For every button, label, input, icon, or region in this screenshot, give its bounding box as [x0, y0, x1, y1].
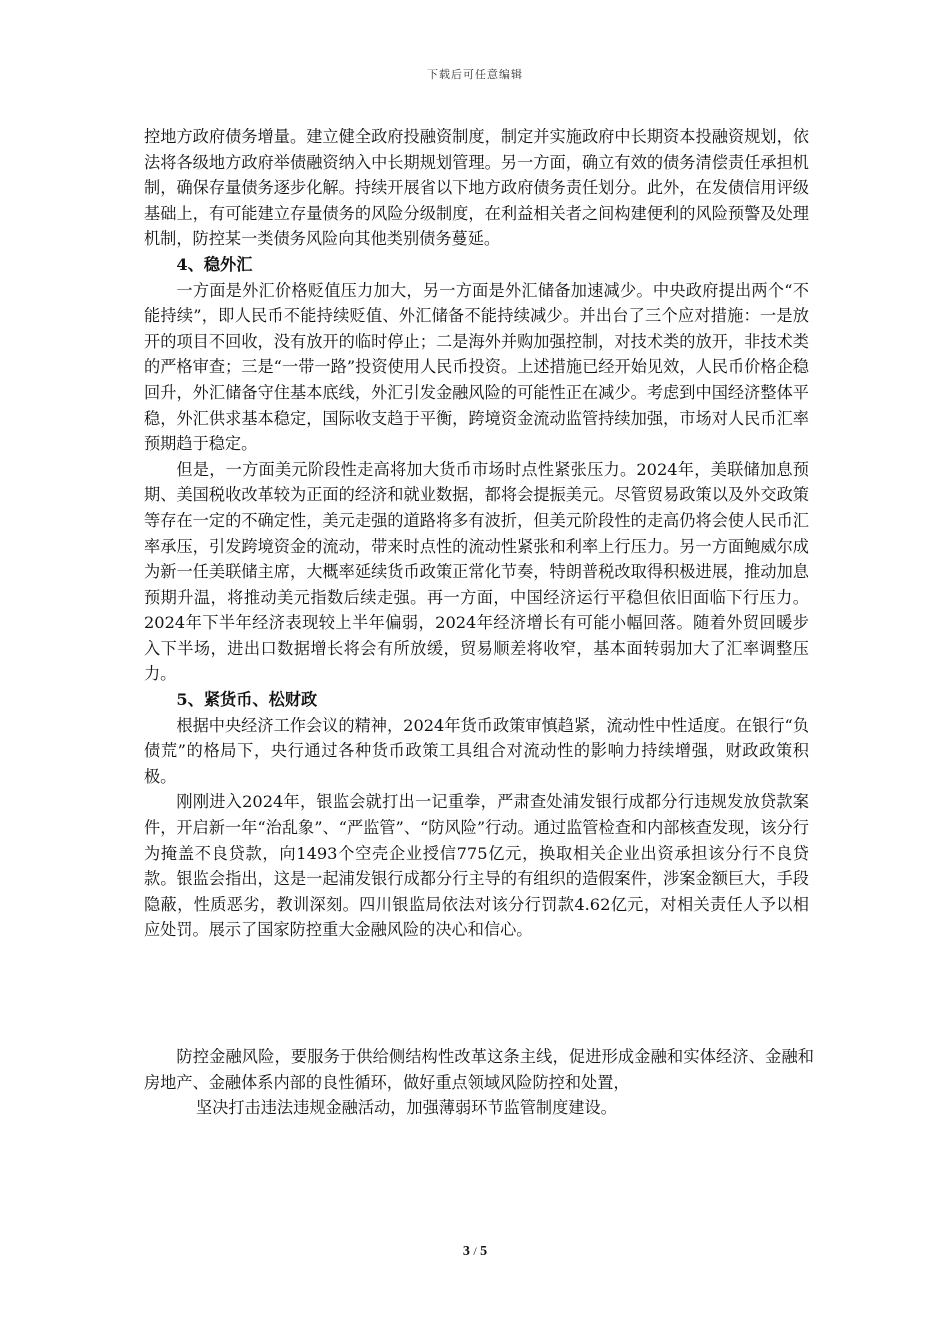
section-heading-stabilize-forex: 4、稳外汇: [176, 254, 253, 274]
document-body: [144, 124, 809, 943]
paragraph-bank-regulation-case: 刚刚进入2024年，银监会就打出一记重拳，严肃查处浦发银行成都分行违规发放贷款案件，开启新一年“治乱象”、“严监管”、“防风险”行动。通过监管检查和内部核查发现，该分行为掩盖不良贷款，向1493个空壳企业授信775亿元，换取相关企业出资承担该分行不良贷款。银监会指出，这是一起浦发银行成都分行主导的有组织的造假案件，涉案金额巨大，手段隐蔽，性质恶劣，教训深刻。四川银监局依法对该分行罚款4.62亿元，对相关责任人予以相应处罚。展示了国家防控重大金融风险的决心和信心。: [144, 792, 809, 940]
closing-last-line: 坚决打击违法违规金融活动，加强薄弱环节监管制度建设。: [196, 1098, 617, 1118]
paragraph-dollar-pressure: 但是，一方面美元阶段性走高将加大货币市场时点性紧张压力。2024年，美联储加息预期、美国税收改革较为正面的经济和就业数据，都将会提振美元。尽管贸易政策以及外交政策等存在一定的不确定性，美元走强的道路将多有波折，但美元阶段性的走高仍将会使人民币汇率承压，引发跨境资金的流动，带来时点性的流动性紧张和利率上行压力。另一方面鲍威尔成为新一任美联储主席，大概率延续货币政策正常化节奏，特朗普税改取得积极进展，推动加息预期升温，将推动美元指数后续走强。再一方面，中国经济运行平稳但依旧面临下行压力。2024年下半年经济表现较上半年偏弱，2024年经济增长有可能小幅回落。随着外贸回暖步入下半场，进出口数据增长将会有所放缓，贸易顺差将收窄，基本面转弱加大了汇率调整压力。: [144, 459, 809, 684]
page-separator: /: [473, 1244, 477, 1258]
paragraph-monetary-policy: 根据中央经济工作会议的精神，2024年货币政策审慎趋紧，流动性中性适度。在银行“负债荒”的格局下，央行通过各种货币政策工具组合对流动性的影响力持续增强，财政政策积极。: [144, 715, 809, 786]
page-number: [0, 1244, 950, 1260]
closing-main-text: 防控金融风险，要服务于供给侧结构性改革这条主线，促进形成金融和实体经济、金融和房地产、金融体系内部的良性循环，做好重点领域风险防控和处置，: [144, 1047, 814, 1092]
page-current: 3: [462, 1244, 470, 1259]
closing-paragraph: [144, 1044, 814, 1121]
paragraph-forex-measures: 一方面是外汇价格贬值压力加大，另一方面是外汇储备加速减少。中央政府提出两个“不能持续”，即人民币不能持续贬值、外汇储备不能持续减少。并出台了三个应对措施：一是放开的项目不回收，没有放开的临时停止；二是海外并购加强控制，对技术类的放开，非技术类的严格审查；三是“一带一路”投资使用人民币投资。上述措施已经开始见效，人民币价格企稳回升，外汇储备守住基本底线，外汇引发金融风险的可能性正在减少。考虑到中国经济整体平稳，外汇供求基本稳定，国际收支趋于平衡，跨境资金流动监管持续加强，市场对人民币汇率预期趋于稳定。: [144, 280, 809, 454]
section-heading-monetary-fiscal: 5、紧货币、松财政: [176, 690, 318, 710]
page-total: 5: [480, 1244, 488, 1259]
page-header: 下载后可任意编辑: [427, 68, 523, 81]
paragraph-debt-control: 控地方政府债务增量。建立健全政府投融资制度，制定并实施政府中长期资本投融资规划，依法将各级地方政府举债融资纳入中长期规划管理。另一方面，确立有效的债务清偿责任承担机制，确保存量债务逐步化解。持续开展省以下地方政府债务责任划分。此外，在发债信用评级基础上，有可能建立存量债务的风险分级制度，在利益相关者之间构建便利的风险预警及处理机制，防控某一类债务风险向其他类别债务蔓延。: [144, 127, 809, 249]
